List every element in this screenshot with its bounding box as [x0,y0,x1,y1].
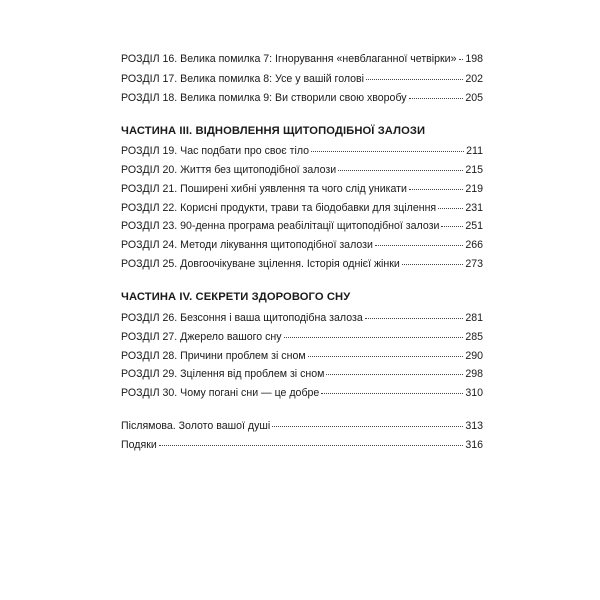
toc-entry-title: РОЗДІЛ 23. 90-денна програма реабілітації щитоподібної залози [121,220,440,232]
dot-leader [409,97,464,99]
dot-leader [284,336,464,338]
toc-entry-title: РОЗДІЛ 30. Чому погані сни — це добре [121,387,320,399]
toc-entry-title: РОЗДІЛ 27. Джерело вашого сну [121,331,282,343]
toc-entry-page: 313 [465,420,483,432]
dot-leader [308,355,464,357]
toc-entry [121,329,483,345]
toc-entry [121,256,483,272]
toc-entry-title: РОЗДІЛ 29. Зцілення від проблем зі сном [121,368,325,380]
dot-leader [441,225,463,227]
toc-entry-title: РОЗДІЛ 18. Велика помилка 9: Ви створили свою хворобу [121,92,407,104]
toc-entry [121,310,483,326]
toc-entry [121,237,483,253]
dot-leader [438,207,463,209]
dot-leader [459,58,464,60]
toc-entry [121,200,483,216]
dot-leader [402,263,464,265]
toc-entry [121,71,483,87]
dot-leader [159,444,464,446]
toc-entry-page: 215 [465,164,483,176]
toc-entry-title: РОЗДІЛ 28. Причини проблем зі сном [121,350,306,362]
dot-leader [321,392,463,394]
toc-entry [121,162,483,178]
dot-leader [365,317,464,319]
toc-entry-page: 211 [466,145,483,157]
toc-entry [121,218,483,234]
toc-entry-title: РОЗДІЛ 17. Велика помилка 8: Усе у вашій голові [121,73,365,85]
toc-entry-page: 219 [465,183,483,195]
toc-entry-page: 205 [465,92,483,104]
dot-leader [338,169,463,171]
dot-leader [311,150,464,152]
toc-entry-page: 266 [465,239,483,251]
toc-entry [121,437,483,453]
part-heading: ЧАСТИНА III. ВІДНОВЛЕННЯ ЩИТОПОДІБНОЇ ЗАЛОЗИ [121,125,426,137]
toc-entry-page: 281 [465,312,483,324]
toc-entry-page: 251 [465,220,483,232]
toc-entry [121,90,483,106]
toc-entry-page: 273 [465,258,483,270]
toc-entry-page: 202 [465,73,483,85]
toc-entry-page: 198 [465,53,483,65]
toc-entry-title: РОЗДІЛ 21. Поширені хибні уявлення та чого слід уникати [121,183,407,195]
toc-entry-title: Подяки [121,439,157,451]
toc-entry-page: 310 [465,387,483,399]
toc-entry-title: РОЗДІЛ 25. Довгоочікуване зцілення. Історія однієї жінки [121,258,400,270]
toc-entry [121,366,483,382]
toc-entry-title: РОЗДІЛ 22. Корисні продукти, трави та біодобавки для зцілення [121,202,437,214]
toc-entry-title: РОЗДІЛ 24. Методи лікування щитоподібної залози [121,239,373,251]
dot-leader [375,244,463,246]
dot-leader [272,425,463,427]
toc-entry-title: Післямова. Золото вашої душі [121,420,271,432]
toc-entry [121,348,483,364]
toc-entry-page: 316 [465,439,483,451]
toc-entry-page: 285 [465,331,483,343]
dot-leader [409,188,463,190]
toc-entry [121,385,483,401]
dot-leader [366,78,463,80]
toc-entry-title: РОЗДІЛ 20. Життя без щитоподібної залози [121,164,337,176]
toc-entry-title: РОЗДІЛ 19. Час подбати про своє тіло [121,145,310,157]
toc-entry [121,51,483,67]
part-heading: ЧАСТИНА IV. СЕКРЕТИ ЗДОРОВОГО СНУ [121,291,351,303]
toc-entry-page: 298 [465,368,483,380]
dot-leader [326,373,463,375]
toc-entry [121,143,483,159]
toc-entry [121,418,483,434]
toc-entry-page: 290 [465,350,483,362]
toc-entry [121,181,483,197]
toc-entry-title: РОЗДІЛ 16. Велика помилка 7: Ігнорування «невблаганної четвірки» [121,53,457,65]
toc-entry-page: 231 [465,202,483,214]
toc-entry-title: РОЗДІЛ 26. Безсоння і ваша щитоподібна залоза [121,312,363,324]
